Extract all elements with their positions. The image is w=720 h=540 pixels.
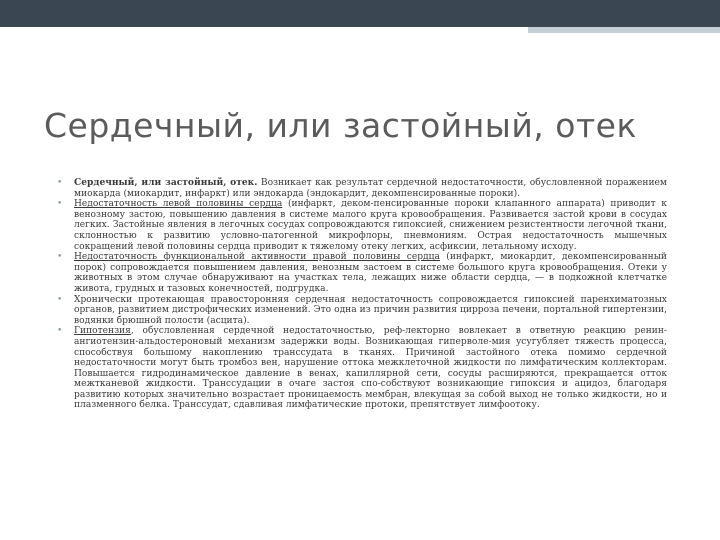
slide-title: Сердечный, или застойный, отек [44, 106, 637, 145]
top-bar [0, 0, 720, 27]
bullet-marker: • [57, 199, 63, 210]
bullet-item [57, 326, 667, 411]
bullet-marker: • [57, 326, 63, 337]
bullet-item [57, 199, 667, 252]
bullet-text: Возникает как результат сердечной недостаточности, обусловленной поражением миокарда (миокардит, инфаркт) или эндокарда (эндокардит, декомпенсированные пороки). [74, 178, 667, 199]
bullet-item [57, 295, 667, 327]
bullet-lead: Недостаточность левой половины сердца [74, 199, 283, 210]
bullet-item [57, 178, 667, 199]
bullet-marker: • [57, 178, 63, 188]
bullet-lead: Сердечный, или застойный, отек. [74, 177, 258, 188]
bullet-marker: • [57, 252, 63, 263]
bullet-text: , обусловленная сердечной недостаточностью, реф-лекторно вовлекает в ответную реакцию ренин-ангиотензин-альдостероновый механизм задержки воды. Возникающая гиперволе-мия усугубляет тяжесть процесса, способствуя большому накоплению транссудата в тканях. Причиной застойного отека помимо сердечной недостаточности могут быть тромбоз вен, нарушение оттока межклеточной жидкости по лимфатическим коллекторам. Повышается гидродинамическое давление в венах, капиллярной сети, сосуды расширяются, прекращается отток межтканевой жидкости. Транссудации в очаге застоя спо-собствуют возникающие гипоксия и ацидоз, благодаря развитию которых значительно возрастает проницаемость мембран, влекущая за собой выход не только жидкости, но и плазменного белка. Транссудат, сдавливая лимфатические протоки, препятствует лимфоотоку. [74, 326, 667, 411]
bullet-lead: Гипотензия [74, 326, 131, 337]
slide-content [57, 178, 667, 411]
bullet-text: Хронически протекающая правосторонняя сердечная недостаточность сопровождается гипоксией паренхиматозных органов, развитием дистрофических изменений. Это одна из причин развития цирроза печени, портальной гипертензии, водянки брюшной полости (асцита). [74, 294, 667, 326]
top-accent-bar [528, 27, 720, 33]
bullet-text: (инфаркт, деком-пенсированные пороки клапанного аппарата) приводит к венозному застою, повышению давления в системе малого круга кровообращения. Развивается застой крови в сосудах легких. Застойные явления в легочных сосудах сопровождаются гипоксией, снижением резистентности легочной ткани, склонностью к развитию условно-патогенной микрофлоры, пневмониям. Острая недостаточность мышечных сокращений левой половины сердца приводит к тяжелому отеку легких, асфиксии, летальному исходу. [74, 199, 667, 252]
bullet-marker: • [57, 294, 63, 305]
bullet-list [57, 178, 667, 411]
bullet-text: (инфаркт, миокардит, декомпенсированный порок) сопровождается повышением давления, венозным застоем в системе большого круга кровообращения. Отеки у животных в этом случае обнаруживают на участках тела, лежащих ниже области сердца, — в подкожной клетчатке живота, грудных и тазовых конечностей, подгрудка. [74, 252, 667, 294]
bullet-item [57, 252, 667, 294]
bullet-lead: Недостаточность функциональной активности правой половины сердца [74, 252, 440, 263]
